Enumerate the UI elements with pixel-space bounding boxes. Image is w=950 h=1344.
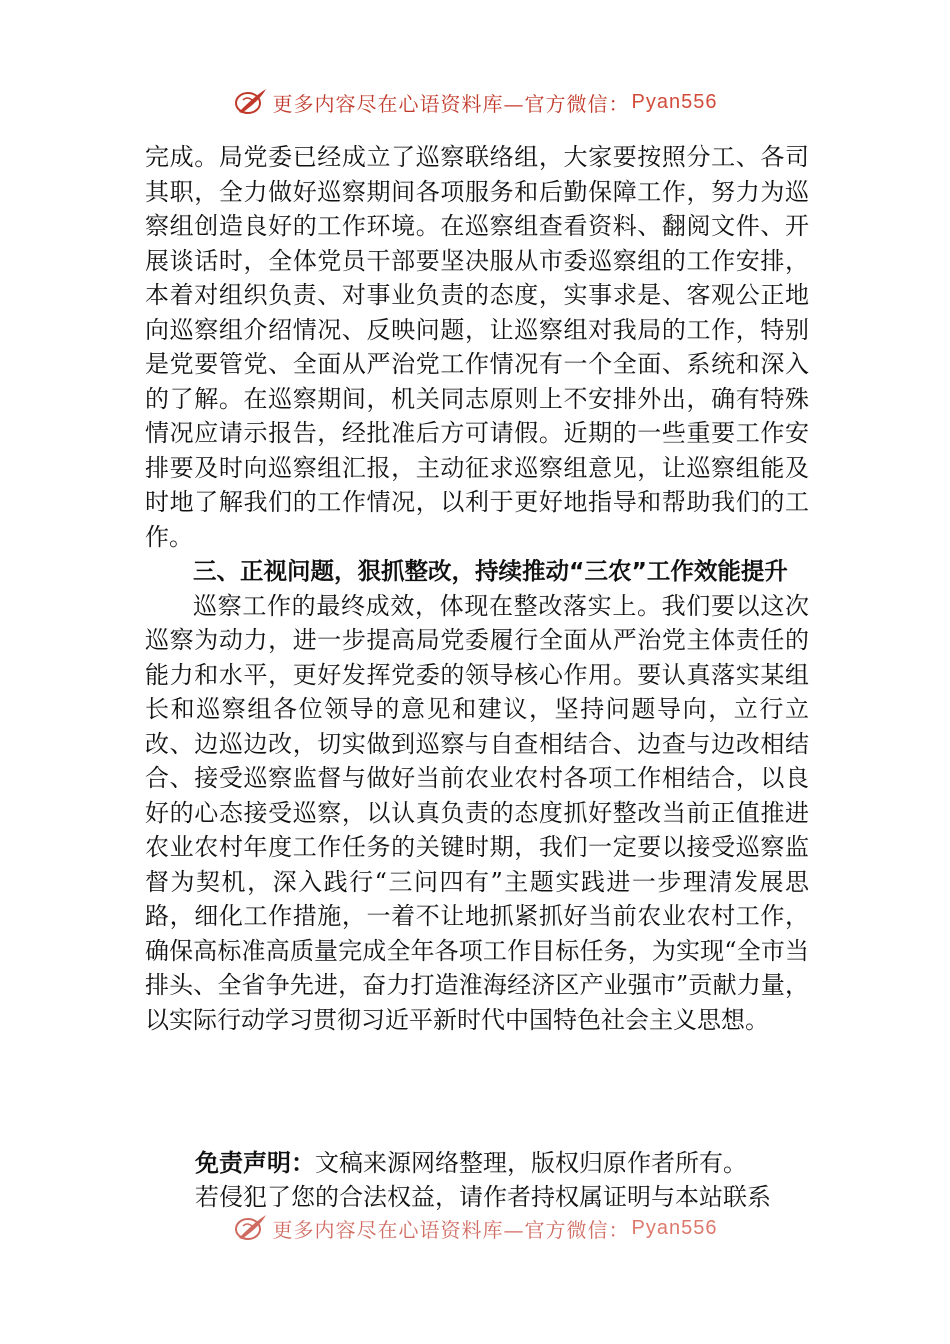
watermark-text: 更多内容尽在心语资料库—官方微信： <box>272 1217 630 1242</box>
disclaimer <box>195 1146 815 1214</box>
quill-logo-icon <box>233 86 269 118</box>
watermark-code: Pyan556 <box>631 90 718 113</box>
watermark-text: 更多内容尽在心语资料库—官方微信： <box>272 91 630 116</box>
watermark-bottom <box>0 1212 950 1244</box>
paragraph-1: 完成。局党委已经成立了巡察联络组，大家要按照分工、各司其职，全力做好巡察期间各项服务和后勤保障工作，努力为巡察组创造良好的工作环境。在巡察组查看资料、翻阅文件、开展谈话时，全体党员干部要坚决服从市委巡察组的工作安排，本着对组织负责、对事业负责的态度，实事求是、客观公正地向巡察组介绍情况、反映问题，让巡察组对我局的工作，特别是党要管党、全面从严治党工作情况有一个全面、系统和深入的了解。在巡察期间，机关同志原则上不安排外出，确有特殊情况应请示报告，经批准后方可请假。近期的一些重要工作安排要及时向巡察组汇报，主动征求巡察组意见，让巡察组能及时地了解我们的工作情况，以利于更好地指导和帮助我们的工作。 <box>145 143 809 551</box>
paragraph-2: 巡察工作的最终成效，体现在整改落实上。我们要以这次巡察为动力，进一步提高局党委履行全面从严治党主体责任的能力和水平，更好发挥党委的领导核心作用。要认真落实某组长和巡察组各位领导的意见和建议，坚持问题导向，立行立改、边巡边改，切实做到巡察与自查相结合、边查与边改相结合、接受巡察监督与做好当前农业农村各项工作相结合，以良好的心态接受巡察，以认真负责的态度抓好整改当前正值推进农业农村年度工作任务的关键时期，我们一定要以接受巡察监督为契机，深入践行“三问四有”主题实践进一步理清发展思路，细化工作措施，一着不让地抓紧抓好当前农业农村工作，确保高标准高质量完成全年各项工作目标任务，为实现“全市当排头、全省争先进，奋力打造淮海经济区产业强市”贡献力量，以实际行动学习贯彻习近平新时代中国特色社会主义思想。 <box>145 591 809 1034</box>
watermark-code: Pyan556 <box>631 1216 718 1239</box>
disclaimer-label: 免责声明： <box>195 1149 315 1177</box>
disclaimer-line-1 <box>195 1146 815 1180</box>
section-heading-3: 三、正视问题，狠抓整改，持续推动“三农”工作效能提升 <box>193 557 788 585</box>
disclaimer-line-2: 若侵犯了您的合法权益，请作者持权属证明与本站联系 <box>195 1183 771 1211</box>
document-body <box>145 140 809 1037</box>
disclaimer-text-1: 文稿来源网络整理，版权归原作者所有。 <box>315 1149 747 1177</box>
watermark-top <box>0 86 950 118</box>
quill-logo-icon <box>233 1212 269 1244</box>
